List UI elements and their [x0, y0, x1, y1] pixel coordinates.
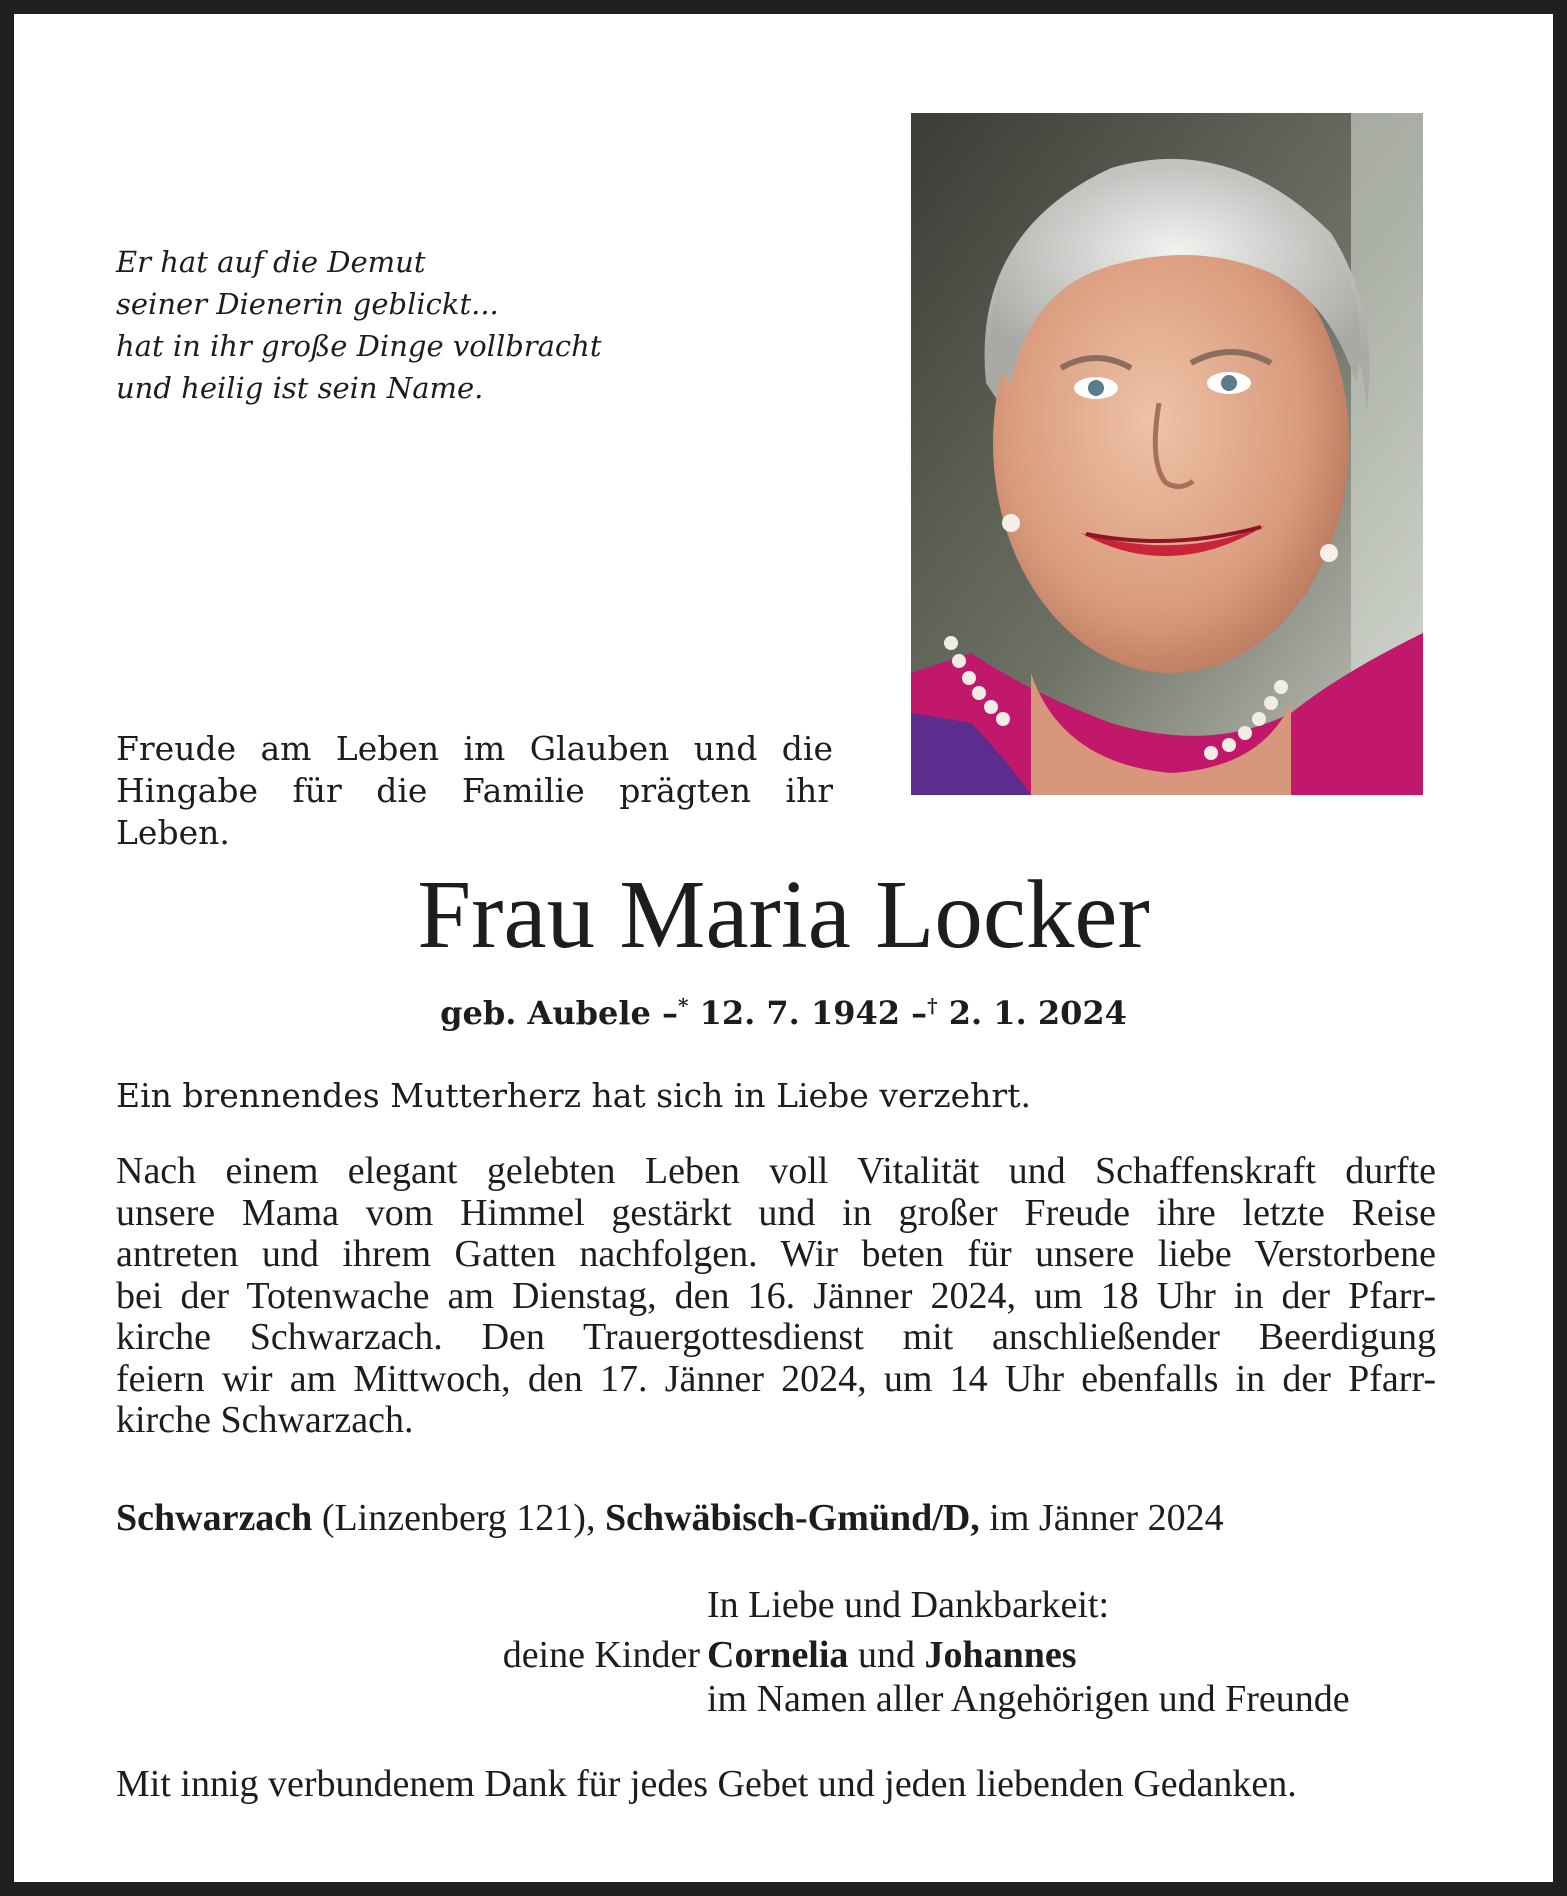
body-line: unsere Mama vom Himmel gestärkt und in großer Freude ihre letzte Reise: [116, 1191, 1436, 1234]
birth-name: geb. Aubele: [440, 994, 651, 1032]
address: (Linzenberg 121),: [321, 1497, 596, 1539]
conjunction: und: [857, 1634, 915, 1676]
body-line: Nach einem elegant gelebten Leben voll Vitalität und Schaffenskraft durfte: [116, 1150, 1436, 1192]
funeral-details: [116, 1151, 1436, 1442]
lead-text: [116, 728, 833, 854]
signature-heading: In Liebe und Dankbarkeit:: [707, 1584, 1110, 1626]
body-line: antreten und ihrem Gatten nachfolgen. Wir beten für unsere liebe Verstorbene: [116, 1233, 1436, 1275]
portrait-photo: [911, 113, 1423, 795]
lead-line: Hingabe für die Familie prägten ihr Leben.: [116, 771, 833, 852]
verse-line: seiner Dienerin geblickt...: [116, 287, 499, 321]
children-names: [707, 1633, 1077, 1677]
intro-text: Ein brennendes Mutterherz hat sich in Liebe verzehrt.: [116, 1076, 1031, 1115]
deceased-name: Frau Maria Locker: [417, 861, 1150, 968]
place-date: im Jänner 2024: [989, 1497, 1224, 1539]
body-line: bei der Totenwache am Dienstag, den 16. Jänner 2024, um 18 Uhr in der Pfarr-: [116, 1274, 1436, 1317]
separator: –: [911, 994, 928, 1032]
lead-line: Freude am Leben im Glauben und die: [116, 729, 833, 768]
town: Schwarzach: [116, 1497, 313, 1539]
birth-symbol: *: [677, 993, 689, 1018]
second-town: Schwäbisch-Gmünd/D,: [604, 1497, 980, 1539]
life-dates: [0, 993, 1567, 1033]
child-name: Johannes: [924, 1634, 1077, 1676]
death-symbol: †: [927, 993, 938, 1018]
body-line: feiern wir am Mittwoch, den 17. Jänner 2024, um 14 Uhr ebenfalls in der Pfarr-: [116, 1357, 1436, 1400]
place-and-date: [116, 1496, 1446, 1540]
birth-date: 12. 7. 1942: [699, 994, 900, 1032]
verse-line: und heilig ist sein Name.: [116, 371, 484, 405]
child-name: Cornelia: [707, 1634, 849, 1676]
kids-label: deine Kinder: [502, 1634, 700, 1676]
verse-line: Er hat auf die Demut: [116, 245, 426, 279]
closing-thanks: Mit innig verbundenem Dank für jedes Gebet und jeden liebenden Gedanken.: [116, 1763, 1297, 1805]
separator: –: [661, 994, 678, 1032]
body-line: kirche Schwarzach. Den Trauergottesdienst mit anschließender Beerdigung: [116, 1316, 1436, 1358]
death-date: 2. 1. 2024: [948, 994, 1127, 1032]
bible-verse: [116, 241, 676, 409]
family-line: im Namen aller Angehörigen und Freunde: [707, 1678, 1350, 1720]
portrait-illustration: [911, 113, 1423, 795]
body-line: kirche Schwarzach.: [116, 1399, 414, 1441]
verse-line: hat in ihr große Dinge vollbracht: [116, 329, 602, 363]
